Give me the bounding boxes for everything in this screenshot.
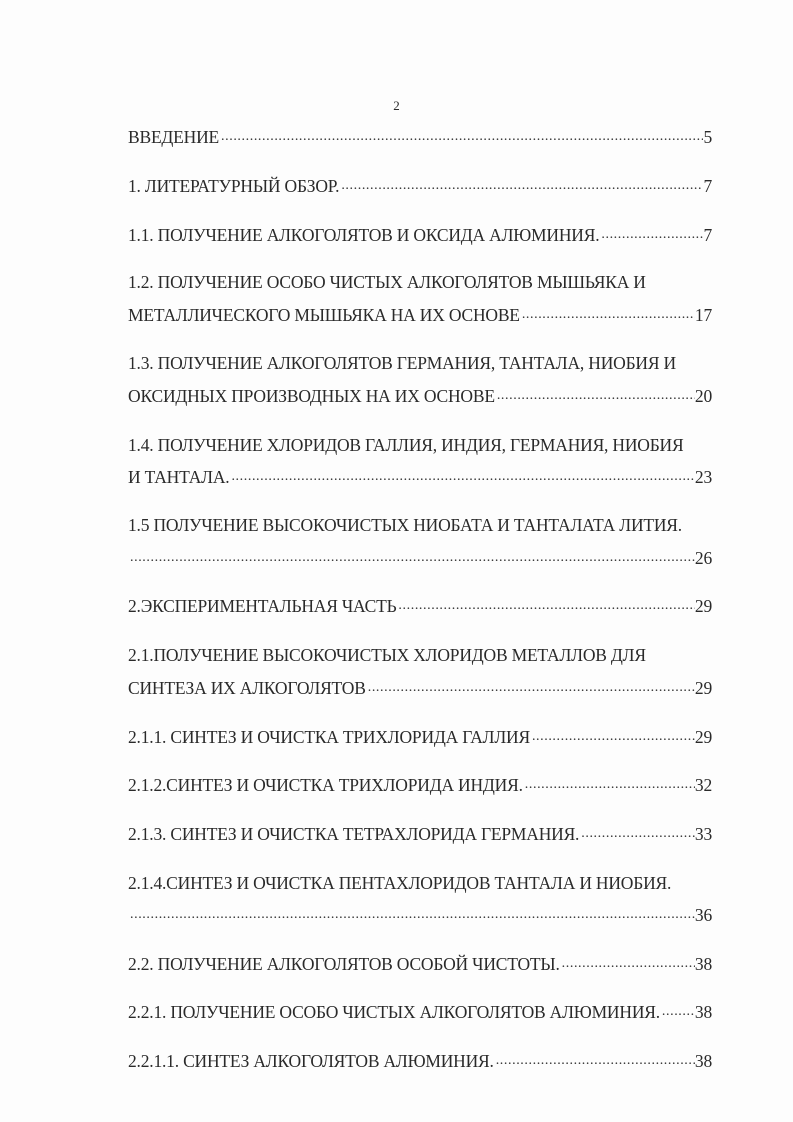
toc-entry-page: 38 bbox=[694, 954, 712, 974]
toc-entry bbox=[128, 595, 712, 617]
toc-entry-title: 1.2. ПОЛУЧЕНИЕ ОСОБО ЧИСТЫХ АЛКОГОЛЯТОВ МЫШЬЯКА И bbox=[128, 272, 646, 292]
toc-entry-title: 2.ЭКСПЕРИМЕНТАЛЬНАЯ ЧАСТЬ bbox=[128, 596, 397, 616]
toc-entry bbox=[128, 823, 712, 845]
toc-entry bbox=[128, 953, 712, 975]
toc-entry-page: 5 bbox=[703, 127, 712, 147]
toc-entry bbox=[128, 352, 738, 374]
dot-leader bbox=[495, 385, 695, 407]
toc-entry-title: ВВЕДЕНИЕ bbox=[128, 127, 220, 147]
toc-entry-title: 1. ЛИТЕРАТУРНЫЙ ОБЗОР. bbox=[128, 176, 340, 196]
toc-entry bbox=[128, 726, 712, 748]
toc-entry-title: СИНТЕЗА ИХ АЛКОГОЛЯТОВ bbox=[128, 678, 366, 698]
toc-entry-title: 2.1.3. СИНТЕЗ И ОЧИСТКА ТЕТРАХЛОРИДА ГЕРМАНИЯ. bbox=[128, 824, 580, 844]
toc-entry-page: 38 bbox=[694, 1051, 712, 1071]
dot-leader bbox=[339, 175, 703, 197]
dot-leader bbox=[128, 904, 695, 926]
dot-leader bbox=[660, 1001, 695, 1023]
dot-leader bbox=[520, 304, 695, 326]
toc-entry bbox=[128, 774, 712, 796]
toc-entry bbox=[128, 466, 712, 488]
toc-entry-title: 2.1.ПОЛУЧЕНИЕ ВЫСОКОЧИСТЫХ ХЛОРИДОВ МЕТАЛЛОВ ДЛЯ bbox=[128, 645, 646, 665]
page-number: 2 bbox=[393, 98, 400, 113]
toc-entry bbox=[128, 304, 712, 326]
toc-entry-page: 17 bbox=[694, 305, 712, 325]
toc-entry-title: 2.2.1.1. СИНТЕЗ АЛКОГОЛЯТОВ АЛЮМИНИЯ. bbox=[128, 1051, 494, 1071]
toc-entry-title: МЕТАЛЛИЧЕСКОГО МЫШЬЯКА НА ИХ ОСНОВЕ bbox=[128, 305, 520, 325]
toc-entry-title: 2.2. ПОЛУЧЕНИЕ АЛКОГОЛЯТОВ ОСОБОЙ ЧИСТОТЫ. bbox=[128, 954, 560, 974]
toc-entry bbox=[128, 514, 738, 536]
dot-leader bbox=[599, 224, 703, 246]
toc-entry bbox=[128, 1050, 712, 1072]
toc-entry-page: 29 bbox=[694, 678, 712, 698]
dot-leader bbox=[396, 595, 694, 617]
toc-entry-page: 7 bbox=[703, 225, 712, 245]
toc-entry bbox=[128, 872, 738, 894]
toc-entry bbox=[128, 1001, 712, 1023]
dot-leader bbox=[523, 774, 695, 796]
dot-leader bbox=[366, 677, 695, 699]
dot-leader bbox=[229, 466, 694, 488]
toc-entry bbox=[128, 644, 738, 666]
toc-entry-page: 38 bbox=[694, 1002, 712, 1022]
toc-entry-title: 1.3. ПОЛУЧЕНИЕ АЛКОГОЛЯТОВ ГЕРМАНИЯ, ТАНТАЛА, НИОБИЯ И bbox=[128, 353, 676, 373]
dot-leader bbox=[128, 547, 695, 569]
dot-leader bbox=[530, 726, 695, 748]
toc-entry-title: 1.4. ПОЛУЧЕНИЕ ХЛОРИДОВ ГАЛЛИЯ, ИНДИЯ, ГЕРМАНИЯ, НИОБИЯ bbox=[128, 435, 684, 455]
toc-entry-page: 29 bbox=[694, 596, 712, 616]
dot-leader bbox=[494, 1050, 695, 1072]
toc-entry bbox=[128, 677, 712, 699]
toc-entry-title: 2.2.1. ПОЛУЧЕНИЕ ОСОБО ЧИСТЫХ АЛКОГОЛЯТОВ АЛЮМИНИЯ. bbox=[128, 1002, 660, 1022]
dot-leader bbox=[219, 126, 703, 148]
toc-entry bbox=[128, 175, 712, 197]
dot-leader bbox=[579, 823, 695, 845]
toc-entry-page: 26 bbox=[694, 548, 712, 568]
toc-entry-title: ОКСИДНЫХ ПРОИЗВОДНЫХ НА ИХ ОСНОВЕ bbox=[128, 386, 495, 406]
toc-entry bbox=[128, 271, 738, 293]
toc-entry bbox=[128, 904, 712, 926]
toc-entry-page: 32 bbox=[694, 775, 712, 795]
toc-entry bbox=[128, 385, 712, 407]
dot-leader bbox=[560, 953, 695, 975]
toc-entry-page: 33 bbox=[694, 824, 712, 844]
toc-entry-page: 23 bbox=[694, 467, 712, 487]
toc-entry-page: 36 bbox=[694, 905, 712, 925]
toc-entry-title: 2.1.2.СИНТЕЗ И ОЧИСТКА ТРИХЛОРИДА ИНДИЯ. bbox=[128, 775, 523, 795]
toc-entry bbox=[128, 126, 712, 148]
toc-entry-title: 1.1. ПОЛУЧЕНИЕ АЛКОГОЛЯТОВ И ОКСИДА АЛЮМИНИЯ. bbox=[128, 225, 600, 245]
toc-entry-title: 2.1.4.СИНТЕЗ И ОЧИСТКА ПЕНТАХЛОРИДОВ ТАНТАЛА И НИОБИЯ. bbox=[128, 873, 672, 893]
toc-entry-page: 29 bbox=[694, 727, 712, 747]
toc-entry-page: 7 bbox=[703, 176, 712, 196]
toc-entry-page: 20 bbox=[694, 386, 712, 406]
toc-entry-title: И ТАНТАЛА. bbox=[128, 467, 230, 487]
toc-entry-title: 1.5 ПОЛУЧЕНИЕ ВЫСОКОЧИСТЫХ НИОБАТА И ТАНТАЛАТА ЛИТИЯ. bbox=[128, 515, 682, 535]
toc-entry bbox=[128, 547, 712, 569]
toc-entry bbox=[128, 434, 738, 456]
toc-entry bbox=[128, 224, 712, 246]
toc-entry-title: 2.1.1. СИНТЕЗ И ОЧИСТКА ТРИХЛОРИДА ГАЛЛИЯ bbox=[128, 727, 530, 747]
